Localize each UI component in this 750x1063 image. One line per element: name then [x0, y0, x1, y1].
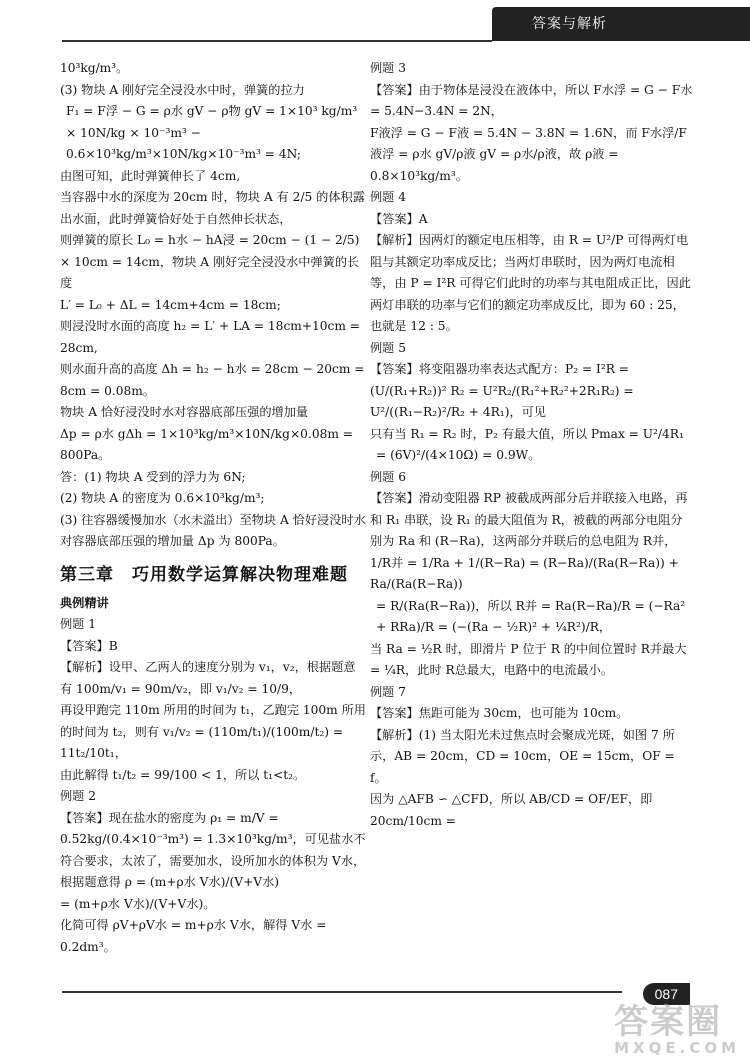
example-heading: 例题 2	[60, 789, 97, 803]
analysis-text: = (m+ρ水 V水)/(V+V水)。	[60, 896, 216, 911]
example-heading: 例题 6	[370, 469, 407, 484]
left-text-line: 10³kg/m³。	[60, 61, 129, 75]
left-text-line: 则水面升高的高度 Δh = h₂ − h水 = 28cm − 20cm = 8cm = 0.08m。	[60, 362, 365, 398]
analysis-text: 由此解得 t₁/t₂ = 99/100 < 1，所以 t₁<t₂。	[60, 767, 306, 782]
analysis-text: 再设甲跑完 110m 所用的时间为 t₁，乙跑完 100m 所用的时间为 t₂，则有 v₁/v₂ = (110m/t₁)/(100m/t₂) = 11t₂/10t₁，	[60, 703, 366, 760]
answer-line: 【答案】现在盐水的密度为 ρ₁ = m/V = 0.52kg/(0.4×10⁻³m³) = 1.3×10³kg/m³，可见盐水不符合要求，太浓了，需要加水，设所加水的体积为 V水，根据题意得 ρ = (m+ρ水 V水)/(V+V水)	[60, 810, 366, 889]
watermark-sub: MXQE.COM	[614, 1039, 740, 1057]
example-heading: 例题 3	[370, 61, 407, 75]
watermark-logo	[614, 994, 740, 1057]
left-text-line: (3) 往容器缓慢加水（水未溢出）至物块 A 恰好浸没时水对容器底部压强的增加量 Δp 为 800Pa。	[60, 512, 366, 548]
analysis-text: 只有当 R₁ = R₂ 时，P₂ 有最大值，所以 Pmax = U²/4R₁	[370, 426, 684, 441]
answer-line: 【答案】滑动变阻器 RP 被截成两部分后并联接入电路，再和 R₁ 串联，设 R₁ 的最大阻值为 R，被截的两部分电阻分别为 Ra 和 (R−Ra)，这两部分并联后的总电阻为 R并，1/R并 = 1/Ra + 1/(R−Ra) = (R−Ra)/(Ra(R−Ra)) + Ra/(Ra(R−Ra))	[370, 491, 688, 591]
right-column	[370, 58, 694, 832]
example-heading: 例题 1	[60, 617, 97, 631]
analysis-text: 因为 △AFB ∽ △CFD，所以 AB/CD = OF/EF，即 20cm/10cm =	[370, 792, 653, 828]
header-rule	[62, 40, 492, 42]
left-text-line: 则浸没时水面的高度 h₂ = L′ + LA = 18cm+10cm = 28cm,	[60, 319, 361, 355]
analysis-text: = R/(Ra(R−Ra))，所以 R并 = Ra(R−Ra)/R = (−Ra² + RRa)/R = (−(Ra − ½R)² + ¼R²)/R，	[376, 598, 686, 634]
left-text-line: Δp = ρ水 gΔh = 1×10³kg/m³×10N/kg×0.08m = 800Pa。	[60, 426, 353, 462]
analysis-text: 当 Ra = ½R 时，即滑片 P 位于 R 的中间位置时 R并最大 = ¼R，此时 R总最大，电路中的电流最小。	[370, 641, 687, 677]
example-heading: 例题 7	[370, 684, 407, 699]
left-text-line: L′ = L₀ + ΔL = 14cm+4cm = 18cm;	[60, 297, 281, 312]
answer-line: 【答案】B	[60, 638, 118, 653]
answer-line: 【答案】由于物体是浸没在液体中，所以 F水浮 = G − F水 = 5.4N−3.4N = 2N，	[370, 82, 693, 118]
left-text-line: 物块 A 恰好浸没时水对容器底部压强的增加量	[60, 405, 309, 419]
left-text-line: (3) 物块 A 刚好完全浸没水中时，弹簧的拉力	[60, 82, 305, 97]
subsection-heading: 典例精讲	[60, 595, 109, 610]
chapter-title: 第三章 巧用数学运算解决物理难题	[60, 564, 348, 585]
answer-line: 【答案】A	[370, 211, 428, 226]
answer-line: 【答案】焦距可能为 30cm，也可能为 10cm。	[370, 706, 629, 720]
page-number: 087	[643, 983, 690, 1005]
example-heading: 例题 5	[370, 340, 407, 355]
section-title-tab	[492, 7, 750, 41]
analysis-text: 【解析】因两灯的额定电压相等，由 R = U²/P 可得两灯电阻与其额定功率成反比；当两灯串联时，因为两灯电流相等，由 P = I²R 可得它们此时的功率与其电阻成正比，因此两灯串联的功率与它们的额定功率成反比，即为 60 : 25，也就是 12 : 5。	[370, 233, 691, 333]
page-header	[0, 0, 750, 46]
left-column	[60, 58, 366, 958]
left-text-line: (2) 物块 A 的密度为 0.6×10³kg/m³;	[60, 491, 265, 505]
footer-rule	[62, 991, 622, 993]
left-text-line: 则弹簧的原长 L₀ = h水 − hA浸 = 20cm − (1 − 2/5) × 10cm = 14cm，物块 A 刚好完全浸没水中弹簧的长度	[60, 233, 360, 290]
analysis-text: 【解析】(1) 当太阳光未过焦点时会聚成光斑，如图 7 所示，AB = 20cm，CD = 10cm，OE = 15cm，OF = f。	[370, 727, 675, 785]
watermark-main: 答案圈	[614, 1002, 723, 1042]
left-text-line: 当容器中水的深度为 20cm 时，物块 A 有 2/5 的体积露出水面，此时弹簧恰好处于自然伸长状态，	[60, 190, 365, 226]
analysis-text: 【解析】设甲、乙两人的速度分别为 v₁，v₂，根据题意有 100m/v₁ = 90m/v₂，即 v₁/v₂ = 10/9，	[60, 660, 356, 696]
example-heading: 例题 4	[370, 190, 407, 204]
analysis-text: 化简可得 ρV+ρV水 = m+ρ水 V水，解得 V水 = 0.2dm³。	[60, 918, 327, 954]
left-text-line: 由图可知，此时弹簧伸长了 4cm,	[60, 168, 241, 183]
analysis-text: F液浮 = G − F液 = 5.4N − 3.8N = 1.6N，而 F水浮/F液浮 = ρ水 gV/ρ液 gV = ρ水/ρ液，故 ρ液 = 0.8×10³kg/m³。	[370, 125, 687, 183]
answer-line: 【答案】将变阻器功率表达式配方：P₂ = I²R = (U/(R₁+R₂))² R₂ = U²R₂/(R₁²+R₂²+2R₁R₂) = U²/((R₁−R₂)²/R₂ + 4R₁)，可见	[370, 362, 634, 419]
section-title: 答案与解析	[532, 16, 607, 32]
analysis-text: = (6V)²/(4×10Ω) = 0.9W。	[376, 448, 541, 462]
left-text-line: F₁ = F浮 − G = ρ水 gV − ρ物 gV = 1×10³ kg/m³ × 10N/kg × 10⁻³m³ − 0.6×10³kg/m³×10N/kg×10⁻³m³ = 4N;	[66, 104, 358, 161]
left-text-line: 答：(1) 物块 A 受到的浮力为 6N;	[60, 469, 246, 484]
